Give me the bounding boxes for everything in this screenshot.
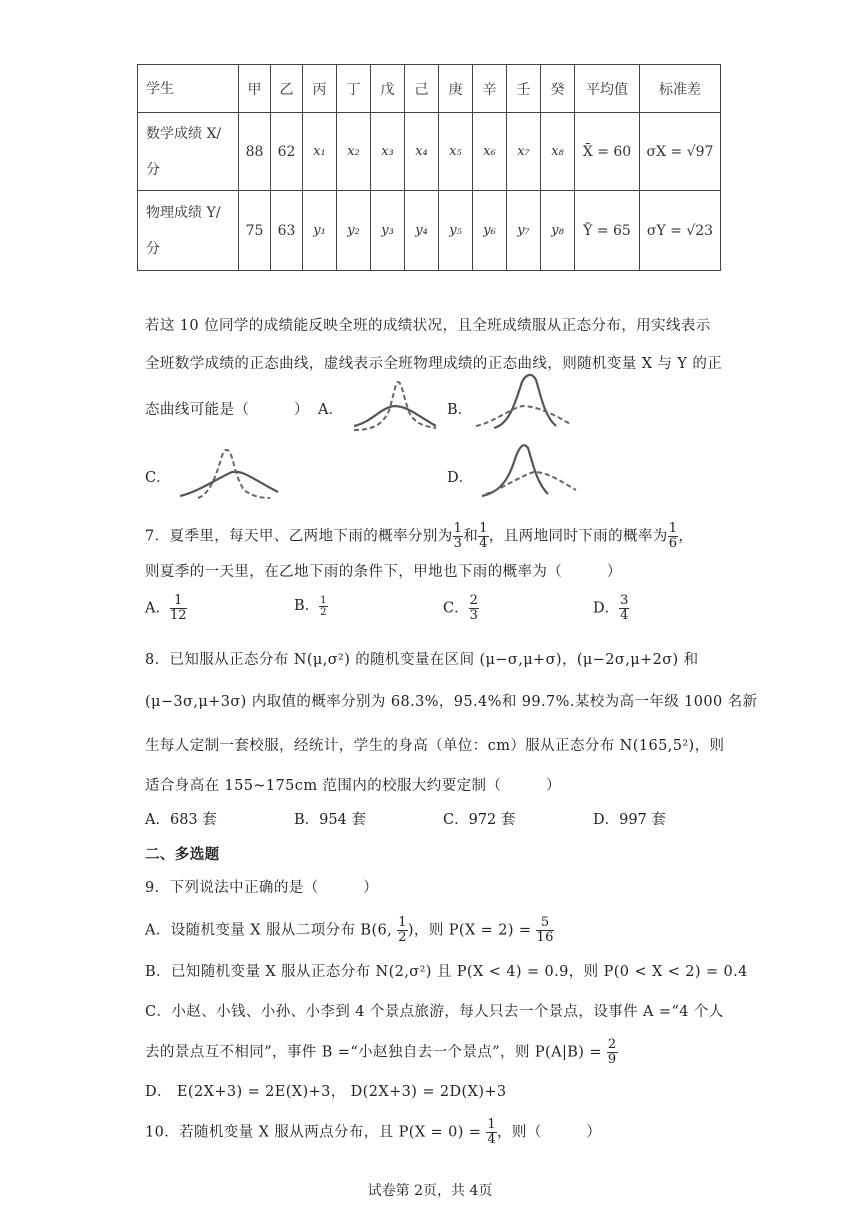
denominator: 2	[320, 606, 327, 618]
physics-cell: y₃	[371, 191, 405, 271]
math-cell: x₁	[303, 113, 337, 191]
physics-cell: y₅	[439, 191, 473, 271]
numerator: 5	[536, 916, 553, 931]
numerator: 1	[320, 594, 327, 606]
math-cell: 88	[239, 113, 271, 191]
q9-option-c-line2	[145, 1038, 618, 1067]
denominator: 12	[169, 608, 187, 623]
numerator: 1	[398, 915, 407, 930]
q6-option-d-label: D．	[447, 470, 474, 486]
math-cell: x₆	[473, 113, 507, 191]
q6-option-a-label: A．	[318, 402, 343, 418]
option-text: 去的景点互不相同”，事件 B =“小赵独自去一个景点”，则 P(A|B) =	[145, 1044, 607, 1061]
denominator: 2	[398, 930, 407, 945]
option-text: A．设随机变量 X 服从二项分布 B(6,	[145, 922, 398, 939]
q9-option-b: B．已知随机变量 X 服从正态分布 N(2,σ²) 且 P(X < 4) = 0.9，则 P(0 < X < 2) = 0.4	[145, 964, 748, 980]
q10-text: 10．若随机变量 X 服从两点分布，且 P(X = 0) =	[145, 1124, 487, 1141]
numerator: 1	[479, 521, 488, 536]
math-cell: x₅	[439, 113, 473, 191]
table-header-row	[138, 65, 721, 113]
physics-cell: y₆	[473, 191, 507, 271]
q7-frac3	[668, 522, 679, 551]
header-cell: 甲	[239, 65, 271, 113]
q6-option-b-graph	[474, 370, 572, 432]
header-cell: 丁	[337, 65, 371, 113]
numerator: 1	[170, 594, 187, 609]
header-cell: 乙	[271, 65, 303, 113]
q10-stem	[145, 1118, 601, 1147]
q9-option-a	[145, 916, 554, 945]
denominator: 9	[607, 1052, 617, 1067]
numerator: 2	[607, 1037, 617, 1052]
solid-curve	[494, 375, 556, 428]
denominator: 3	[469, 608, 478, 623]
solid-curve	[354, 406, 436, 426]
option-frac	[536, 916, 553, 945]
q9-option-d: D． E(2X+3) = 2E(X)+3， D(2X+3) = 2D(X)+3	[145, 1084, 507, 1100]
option-label: B．	[294, 598, 320, 614]
q7-text: 7．夏季里，每天甲、乙两地下雨的概率分别为	[145, 528, 453, 545]
q8-option-d: D．997 套	[593, 812, 666, 828]
header-cell: 标准差	[640, 65, 721, 113]
numerator: 1	[487, 1117, 497, 1132]
option-label: D．	[593, 600, 620, 617]
numerator: 3	[620, 593, 629, 608]
header-cell: 庚	[439, 65, 473, 113]
header-cell: 丙	[303, 65, 337, 113]
q7-line2: 则夏季的一天里，在乙地下雨的条件下，甲地也下雨的概率为（ ）	[145, 564, 622, 580]
math-cell: 62	[271, 113, 303, 191]
math-cell: x₇	[507, 113, 541, 191]
q8-option-b: B．954 套	[294, 812, 366, 828]
option-frac	[170, 594, 187, 623]
header-cell: 癸	[541, 65, 575, 113]
q8-line2: (μ−3σ,μ+3σ) 内取值的概率分别为 68.3%，95.4%和 99.7%.某校为高一年级 1000 名新	[145, 694, 758, 710]
q6-option-c-label: C．	[145, 470, 171, 486]
q7-text: ，且两地同时下雨的概率为	[488, 528, 668, 545]
q6-option-c-graph	[178, 446, 282, 502]
physics-cell: y₇	[507, 191, 541, 271]
header-cell: 平均值	[575, 65, 640, 113]
q6-line1: 若这 10 位同学的成绩能反映全班的成绩状况，且全班成绩服从正态分布，用实线表示	[145, 318, 711, 334]
denominator: 6	[668, 536, 678, 551]
math-label-line1: 数学成绩 X/	[146, 125, 222, 142]
page-footer: 试卷第 2页，共 4页	[367, 1183, 493, 1199]
q6-option-a-graph	[352, 378, 438, 434]
numerator: 1	[453, 521, 463, 536]
option-frac	[607, 1038, 618, 1067]
math-label	[138, 113, 239, 191]
scores-table	[137, 64, 721, 271]
q6-line2: 全班数学成绩的正态曲线，虚线表示全班物理成绩的正态曲线，则随机变量 X 与 Y 的正	[145, 356, 723, 372]
math-cell: x₃	[371, 113, 405, 191]
q9-option-c-line1: C．小赵、小钱、小孙、小李到 4 个景点旅游，每人只去一个景点，设事件 A =“4 个人	[145, 1004, 724, 1020]
section-heading: 二、多选题	[145, 846, 220, 863]
physics-row	[138, 191, 721, 271]
physics-label	[138, 191, 239, 271]
q7-text: 和	[463, 528, 479, 545]
dashed-curve	[486, 472, 576, 494]
q7-option-c	[443, 594, 479, 623]
math-label-line2: 分	[146, 161, 160, 178]
option-label: C．	[443, 600, 469, 617]
numerator: 2	[469, 593, 478, 608]
option-frac	[619, 594, 629, 623]
physics-label-line2: 分	[146, 240, 160, 257]
header-cell: 壬	[507, 65, 541, 113]
option-frac	[319, 595, 327, 618]
option-frac	[397, 916, 408, 945]
q7-option-a	[145, 594, 187, 623]
physics-cell: 75	[239, 191, 271, 271]
physics-cell: 63	[271, 191, 303, 271]
option-label: A．	[145, 600, 170, 617]
q7-option-b	[294, 594, 328, 618]
denominator: 4	[479, 536, 488, 551]
q7-text: ，	[678, 528, 694, 545]
physics-cell: y₈	[541, 191, 575, 271]
physics-label-line1: 物理成绩 Y/	[146, 204, 221, 221]
q8-line4: 适合身高在 155~175cm 范围内的校服大约要定制（ ）	[145, 778, 561, 794]
q8-line3: 生每人定制一套校服，经统计，学生的身高（单位：cm）服从正态分布 N(165,5²)，则	[145, 738, 725, 754]
q8-option-a: A．683 套	[145, 812, 217, 828]
physics-sd: σY = √23	[640, 191, 721, 271]
math-row	[138, 113, 721, 191]
physics-mean: Ȳ = 65	[575, 191, 640, 271]
physics-cell: y₁	[303, 191, 337, 271]
q7-frac2	[478, 522, 489, 551]
denominator: 3	[453, 536, 463, 551]
header-cell: 学生	[138, 65, 239, 113]
option-frac	[469, 594, 479, 623]
denominator: 4	[487, 1132, 497, 1147]
physics-cell: y₂	[337, 191, 371, 271]
q9-stem: 9．下列说法中正确的是（ ）	[145, 880, 379, 896]
physics-cell: y₄	[405, 191, 439, 271]
math-cell: x₄	[405, 113, 439, 191]
math-cell: x₂	[337, 113, 371, 191]
numerator: 1	[668, 521, 678, 536]
header-cell: 己	[405, 65, 439, 113]
math-mean: X̄ = 60	[575, 113, 640, 191]
math-sd: σX = √97	[640, 113, 721, 191]
option-text: )，则 P(X = 2) =	[407, 922, 537, 939]
dashed-curve	[198, 450, 270, 498]
q10-text: ，则（ ）	[497, 1124, 602, 1141]
q10-frac	[486, 1118, 497, 1147]
denominator: 4	[620, 608, 629, 623]
q7-frac1	[453, 522, 464, 551]
dashed-curve	[476, 406, 570, 426]
q6-line3: 态曲线可能是（ ）	[145, 402, 309, 418]
header-cell: 戊	[371, 65, 405, 113]
q8-line1: 8．已知服从正态分布 N(μ,σ²) 的随机变量在区间 (μ−σ,μ+σ)，(μ−2σ,μ+2σ) 和	[145, 652, 699, 668]
q8-option-c: C．972 套	[443, 812, 516, 828]
q6-option-d-graph	[476, 440, 580, 500]
denominator: 16	[536, 930, 554, 945]
math-cell: x₈	[541, 113, 575, 191]
q7-option-d	[593, 594, 629, 623]
header-cell: 辛	[473, 65, 507, 113]
q7-line1	[145, 522, 693, 551]
q6-option-b-label: B．	[447, 402, 473, 418]
solid-curve	[180, 472, 278, 496]
solid-curve	[482, 445, 548, 496]
